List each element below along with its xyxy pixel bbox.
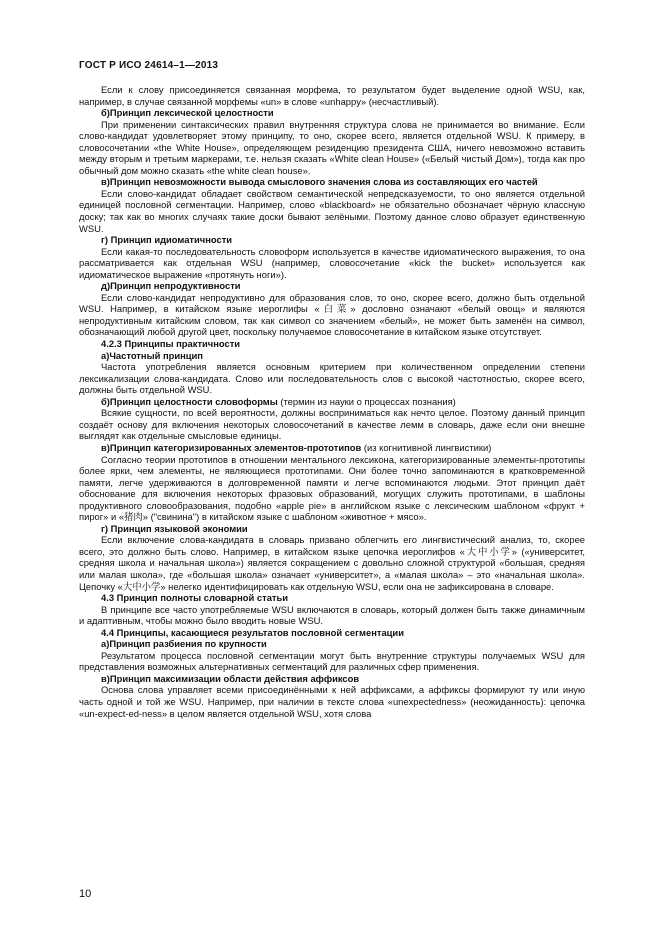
body-paragraph: Всякие сущности, по всей вероятности, должны восприниматься как нечто целое. Поэтому данный принцип создаёт основу для включения некоторых словосочетаний в качестве лемм в словарь, даже если они внешне выглядят как отдельные смысловые единицы. <box>79 407 585 442</box>
page-number: 10 <box>79 888 92 900</box>
heading-text: в)Принцип невозможности вывода смыслового значения слова из составляющих его частей <box>101 176 538 188</box>
section-heading <box>79 234 585 246</box>
heading-text: 4.4 Принципы, касающиеся результатов пословной сегментации <box>101 626 404 638</box>
body-paragraph: Основа слова управляет всеми присоединёнными к ней аффиксами, а аффиксы формируют ту или иную часть одной и той же WSU. Например, при наличии в тексте слова «unexpectedness» (неожиданность): цепочка «un-expect-ed-ness» в целом является отдельной WSU, хотя слова <box>79 684 585 719</box>
document-body <box>79 84 585 719</box>
section-heading <box>79 338 585 350</box>
section-heading <box>79 523 585 535</box>
heading-text: 4.2.3 Принципы практичности <box>101 338 241 350</box>
heading-text: а)Частотный принцип <box>101 349 203 361</box>
body-paragraph: Если слово-кандидат непродуктивно для образования слов, то оно, скорее всего, должно быть отдельной WSU. Например, в китайском языке иероглифы «白菜» дословно означают «белый овощ» и являются непродуктивным китайским словом, так как символ со значением «белый», не может быть заменён на символ, обозначающий любой другой цвет, поскольку получаемое словосочетание в китайском языке отсутствует. <box>79 291 585 338</box>
heading-text: б)Принцип целостности словоформы <box>101 395 278 407</box>
body-paragraph: Если включение слова-кандидата в словарь призвано облегчить его лингвистический анализ, то, скорее всего, это должно быть слово. Например, в китайском языке цепочка иероглифов «大中小学» («университет, средняя школа и начальная школа») является сокращением с довольно сложной структурой «большая, средняя или малая школа», где «большая школа» означает «университет», а «малая школа» – это «начальная школа». Цепочку «大中小学» нелегко идентифицировать как отдельную WSU, если она не зафиксирована в словаре. <box>79 534 585 592</box>
heading-text: б)Принцип лексической целостности <box>101 107 274 119</box>
body-paragraph: Согласно теории прототипов в отношении ментального лексикона, категоризированные элементы-прототипы более ярки, чем элементы, не являющиеся прототипами. Они более точно запоминаются в кратковременной памяти, легче удерживаются в долговременной памяти и легче вспоминаются людьми. Этот принцип даёт обоснование для включения некоторых фразовых образований, могущих служить прототипами, в шаблоны продуктивного словообразования, подобно «apple pie» в английском языке с лексическим шаблоном «фрукт + пирог» и «猪肉» ("свинина") в китайском языке с шаблоном «животное + мясо». <box>79 453 585 523</box>
heading-text: в)Принцип категоризированных элементов-прототипов <box>101 441 362 453</box>
heading-note: (термин из науки о процессах познания) <box>277 395 456 407</box>
heading-text: г) Принцип языковой экономии <box>101 522 248 534</box>
document-page <box>79 60 585 719</box>
heading-text: 4.3 Принцип полноты словарной статьи <box>101 592 289 604</box>
heading-note: (из когнитивной лингвистики) <box>361 441 492 453</box>
heading-text: а)Принцип разбиения по крупности <box>101 638 267 650</box>
heading-text: в)Принцип максимизации области действия аффиксов <box>101 672 360 684</box>
section-heading <box>79 673 585 685</box>
heading-text: д)Принцип непродуктивности <box>101 280 241 292</box>
body-paragraph: Если какая-то последовательность словоформ используется в качестве идиоматического выражения, то она рассматривается как отдельная WSU (например, словосочетание «kick the bucket» используется как идиоматическое выражение «протянуть ноги»). <box>79 245 585 280</box>
section-heading <box>79 350 585 362</box>
section-heading <box>79 592 585 604</box>
section-heading <box>79 442 585 454</box>
body-paragraph: При применении синтаксических правил внутренняя структура слова не принимается во внимание. Если слово-кандидат удовлетворяет этому принципу, то оно, скорее всего, является отдельной WSU. К примеру, в словосочетании «the White House», определяющем резиденцию президента США, ничего невозможно вставить между вторым и третьим маркерами, т.е. нельзя сказать «White clean House» («Белый чистый Дом»), тогда как про обычный дом можно сказать «the white clean house». <box>79 118 585 176</box>
body-paragraph: Если к слову присоединяется связанная морфема, то результатом будет выделение одной WSU, как, например, в случае связанной морфемы «un» в слове «unhappy» (несчастливый). <box>79 84 585 107</box>
document-header: ГОСТ Р ИСО 24614–1—2013 <box>79 60 219 71</box>
body-paragraph: Результатом процесса пословной сегментации могут быть внутренние структуры получаемых WSU для представления возможных альтернативных сегментаций для различных сфер применения. <box>79 649 585 673</box>
body-paragraph: В принципе все часто употребляемые WSU включаются в словарь, который должен быть также динамичным и адаптивным, чтобы можно было вводить новые WSU. <box>79 603 585 627</box>
section-heading <box>79 280 585 292</box>
heading-text: г) Принцип идиоматичности <box>101 234 233 246</box>
body-paragraph: Частота употребления является основным критерием при количественном определении степени лексикализации слова-кандидата. Слово или последовательность слов с высокой частотностью, скорее всего, должны быть отдельной WSU. <box>79 361 585 396</box>
section-heading <box>79 107 585 119</box>
section-heading <box>79 176 585 188</box>
section-heading <box>79 396 585 408</box>
section-heading <box>79 627 585 639</box>
body-paragraph: Если слово-кандидат обладает свойством семантической непредсказуемости, то оно является отдельной единицей пословной сегментации. Например, слово «blackboard» не обязательно обозначает чёрную классную доску; так как во многих случаях такие доски бывают зелёными. Поэтому данное слово образует единственную WSU. <box>79 187 585 234</box>
section-heading <box>79 638 585 650</box>
